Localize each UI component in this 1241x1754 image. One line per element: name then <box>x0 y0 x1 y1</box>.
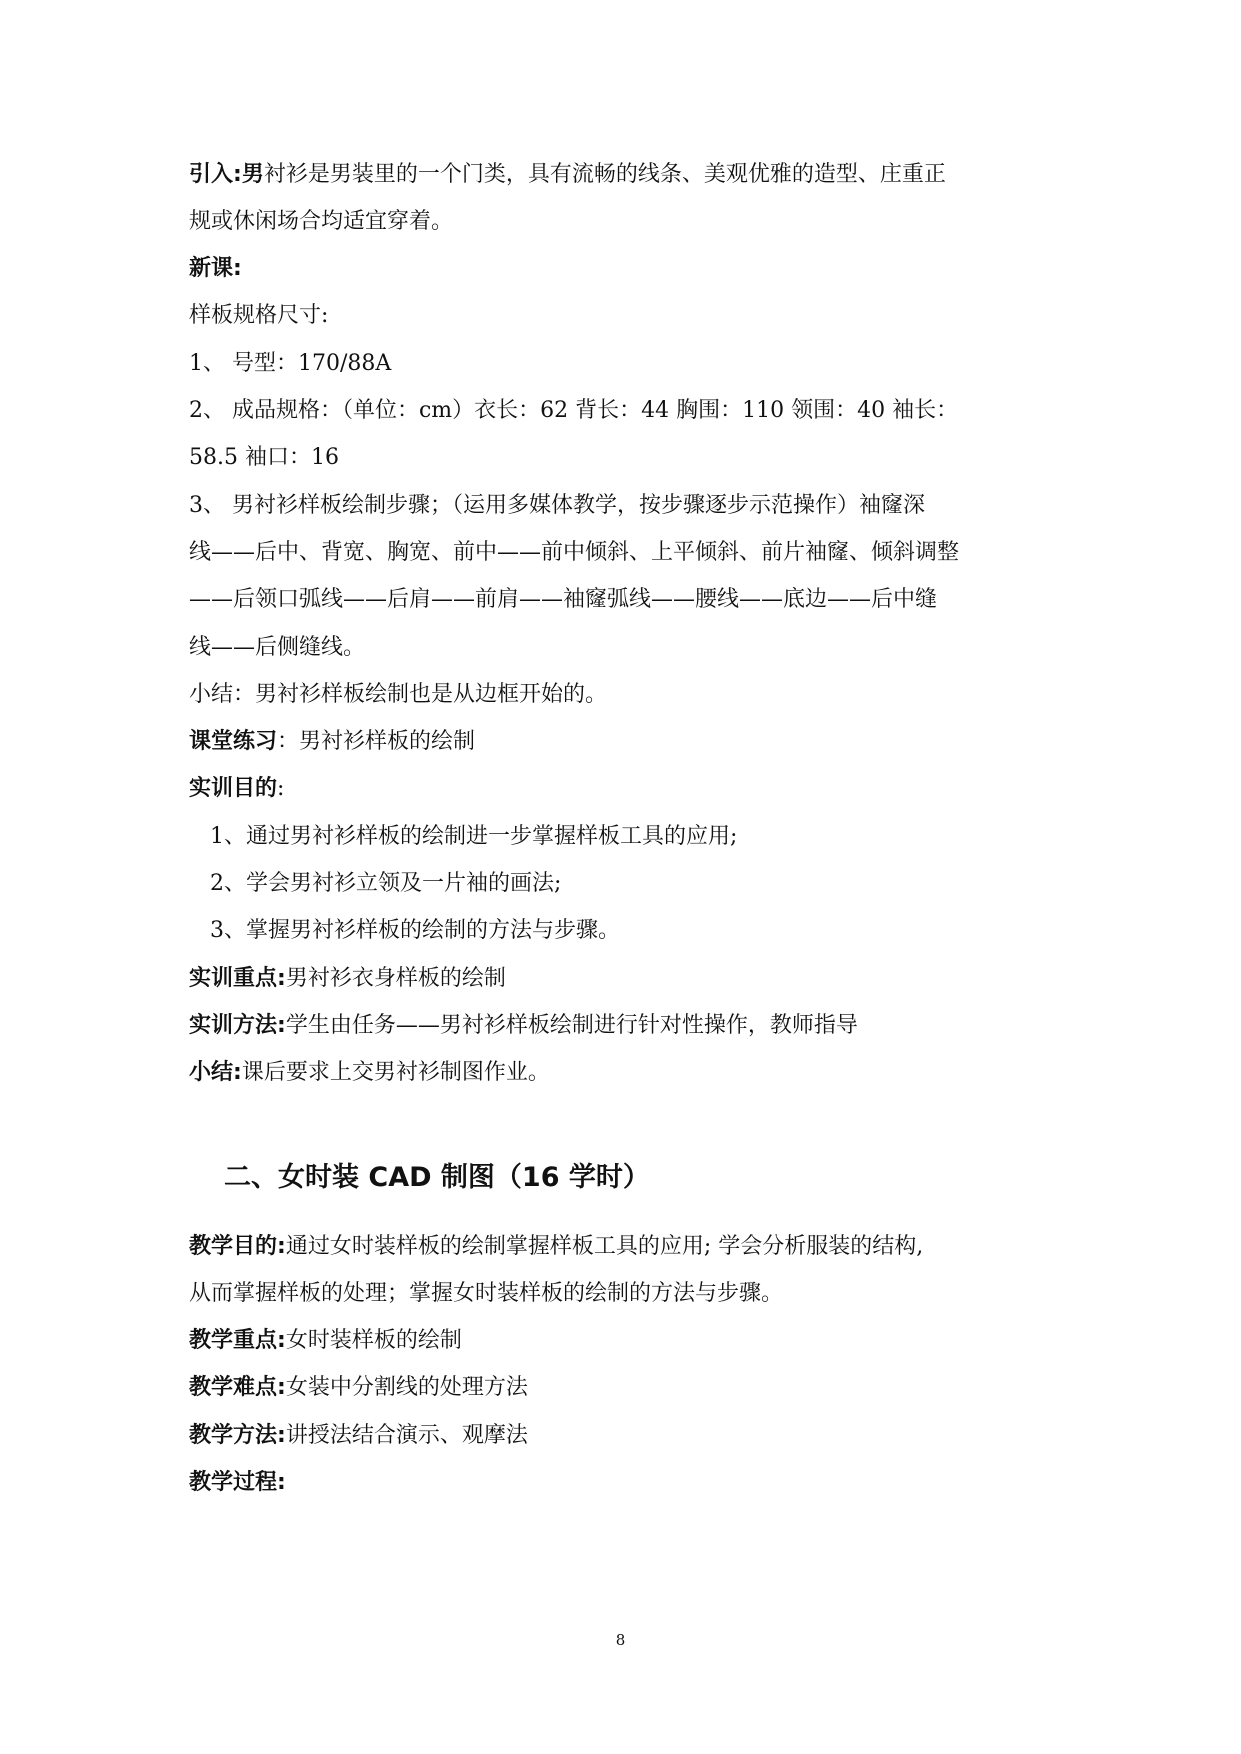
spec-item-3-text-2: 线——后中、背宽、胸宽、前中——前中倾斜、上平倾斜、前片袖窿、倾斜调整 <box>189 540 960 565</box>
training-goal-item-1 <box>210 822 1090 852</box>
new-lesson-label: 新课: <box>189 256 242 281</box>
page-number: 8 <box>615 1631 626 1649</box>
section-2-focus-line <box>189 1326 1069 1356</box>
section-2-method-line <box>189 1421 1069 1451</box>
spec-title-text: 样板规格尺寸: <box>189 303 329 328</box>
intro-text-1: 衬衫是男装里的一个门类，具有流畅的线条、美观优雅的造型、庄重正 <box>263 162 946 187</box>
section-2-goal-line-2 <box>189 1279 1069 1309</box>
section-2-goal-label: 教学目的: <box>189 1234 286 1259</box>
intro-line-2 <box>189 207 1069 237</box>
training-goal-item-1-text: 1、通过男衬衫样板的绘制进一步掌握样板工具的应用; <box>210 824 738 849</box>
section-2-difficulty-text: 女装中分割线的处理方法 <box>285 1375 528 1400</box>
section-2-method-label: 教学方法: <box>189 1423 286 1448</box>
training-goal-item-3 <box>210 916 1090 946</box>
training-goal-item-3-text: 3、掌握男衬衫样板的绘制的方法与步骤。 <box>210 918 620 943</box>
training-focus-text: 男衬衫衣身样板的绘制 <box>285 966 506 991</box>
spec-item-3-line-4 <box>189 633 1069 663</box>
section-2-process-label: 教学过程: <box>189 1470 286 1495</box>
section-2-difficulty-label: 教学难点: <box>189 1375 286 1400</box>
spec-item-3-line-1 <box>189 491 1069 521</box>
spec-item-1-text: 1、 号型：170/88A <box>189 351 392 376</box>
section-2-process-line <box>189 1468 1069 1498</box>
training-goal-label: 实训目的 <box>189 776 278 801</box>
spec-item-2-line-1 <box>189 396 1069 426</box>
spec-item-2-text-2: 58.5 袖口：16 <box>189 445 339 470</box>
section-2-difficulty-line <box>189 1373 1069 1403</box>
spec-title <box>189 301 1069 331</box>
intro-label: 引入: <box>189 162 242 187</box>
practice-label: 课堂练习 <box>189 729 278 754</box>
summary-1 <box>189 680 1069 710</box>
training-focus-label: 实训重点: <box>189 966 286 991</box>
spec-item-3-line-3 <box>189 585 1069 615</box>
training-method-line <box>189 1011 1069 1041</box>
intro-bold-word: 男 <box>241 162 264 187</box>
summary-2-text: 课后要求上交男衬衫制图作业。 <box>241 1060 550 1085</box>
training-goal-item-2-text: 2、学会男衬衫立领及一片袖的画法; <box>210 871 562 896</box>
spec-item-2-text-1: 2、 成品规格：（单位：cm）衣长：62 背长：44 胸围：110 领围：40 袖长： <box>189 398 959 423</box>
spec-item-3-text-4: 线——后侧缝线。 <box>189 635 366 660</box>
section-2-goal-text-1: 通过女时装样板的绘制掌握样板工具的应用; 学会分析服装的结构, <box>285 1234 924 1259</box>
spec-item-1 <box>189 349 1069 379</box>
section-2-goal-line-1 <box>189 1232 1069 1262</box>
spec-item-3-text-3: ——后领口弧线——后肩——前肩——袖窿弧线——腰线——底边——后中缝 <box>189 587 938 612</box>
summary-1-text: 小结：男衬衫样板绘制也是从边框开始的。 <box>189 682 608 707</box>
training-method-text: 学生由任务——男衬衫样板绘制进行针对性操作，教师指导 <box>285 1013 858 1038</box>
spec-item-3-line-2 <box>189 538 1069 568</box>
training-method-label: 实训方法: <box>189 1013 286 1038</box>
section-2-focus-text: 女时装样板的绘制 <box>285 1328 462 1353</box>
practice-line <box>189 727 1069 757</box>
training-goal-item-2 <box>210 869 1090 899</box>
section-2-goal-text-2: 从而掌握样板的处理；掌握女时装样板的绘制的方法与步骤。 <box>189 1281 784 1306</box>
intro-text-2: 规或休闲场合均适宜穿着。 <box>189 209 454 234</box>
intro-line-1 <box>189 160 1069 190</box>
section-2-method-text: 讲授法结合演示、观摩法 <box>285 1423 528 1448</box>
training-goal-colon: : <box>277 776 285 801</box>
training-focus-line <box>189 964 1069 994</box>
section-2-focus-label: 教学重点: <box>189 1328 286 1353</box>
section-2-heading: 二、女时装 CAD 制图（16 学时） <box>224 1162 650 1193</box>
summary-2-line <box>189 1058 1069 1088</box>
training-goal-heading <box>189 774 1069 804</box>
new-lesson-heading <box>189 254 1069 284</box>
practice-text: ：男衬衫样板的绘制 <box>277 729 476 754</box>
summary-2-label: 小结: <box>189 1060 242 1085</box>
spec-item-3-text-1: 3、 男衬衫样板绘制步骤；（运用多媒体教学，按步骤逐步示范操作）袖窿深 <box>189 493 925 518</box>
spec-item-2-line-2 <box>189 443 1069 473</box>
